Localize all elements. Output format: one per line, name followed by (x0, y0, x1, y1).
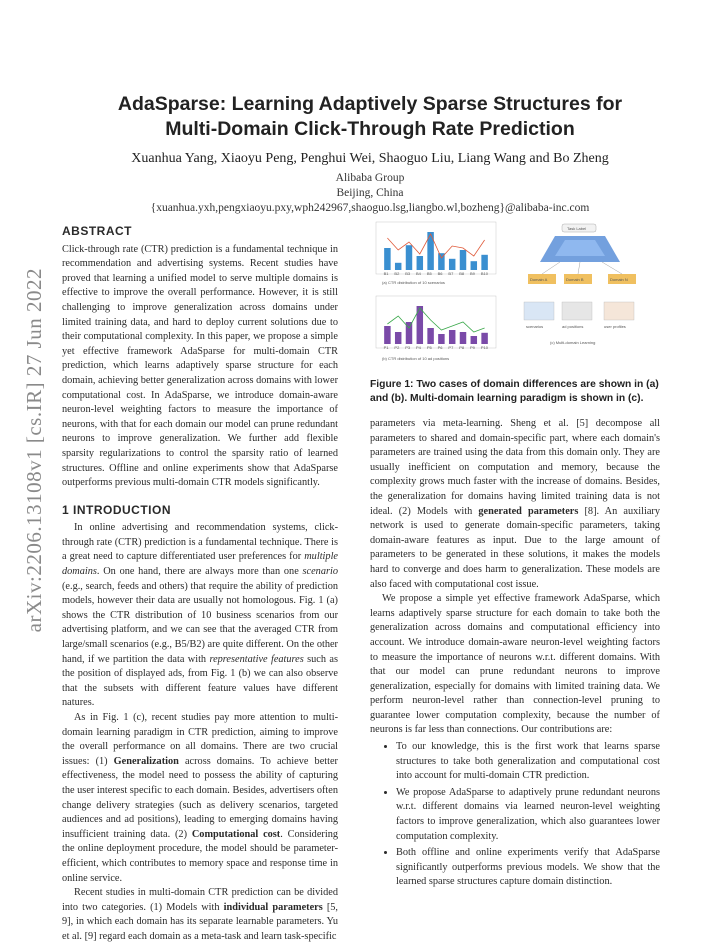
contribution-item: • To our knowledge, this is the first work that learns sparse structures to take both generalization and computational cost into account for multi-domain CTR prediction. (396, 740, 660, 784)
chart-a-bar-B4 (417, 256, 423, 270)
contribution-item: • We propose AdaSparse to adaptively prune redundant neurons w.r.t. different domains via learned neuron-level weighting factors to improve generalization, which also guarantees lower computation complexity. (396, 786, 660, 844)
chart-a-tick-B2: B2 (394, 271, 400, 276)
ad-position-thumb (562, 302, 592, 320)
chart-a-caption: (a) CTR distribution of 10 scenarios (382, 280, 445, 285)
figure-caption: Figure 1: Two cases of domain differences are shown in (a) and (b). Multi-domain learning paradigm is shown in (c). (370, 379, 659, 404)
domain-b-label: Domain B (566, 277, 584, 282)
chart-a-tick-B10: B10 (480, 271, 488, 276)
emails: {xuanhua.yxh,pengxiaoyu.pxy,wph242967,shaoguo.lsg,liangbo.wl,bozheng}@alibaba-inc.com (150, 202, 590, 214)
arxiv-stamp-text: arXiv:2206.13108v1 [cs.IR] 27 Jun 2022 (21, 267, 46, 633)
title-line-2: Multi-Domain Click-Through Rate Prediction (165, 118, 575, 140)
chart-a-tick-B6: B6 (437, 271, 443, 276)
contributions-list (370, 740, 660, 890)
chart-b-tick-P8: P8 (459, 345, 465, 350)
chart-a-tick-B4: B4 (416, 271, 421, 276)
figure-1 (370, 218, 660, 368)
right-column (370, 417, 660, 892)
intro-heading: 1 INTRODUCTION (62, 502, 171, 517)
user-profile-thumb (604, 302, 634, 320)
affiliation: Alibaba Group (335, 172, 405, 184)
abstract-text: Click-through rate (CTR) prediction is a fundamental technique in recommendation and advertising systems. Recent studies have proved that learning a unified model to serve multiple domains is effective to improve the overall performance. However, it is still challenging to improve generalization across domains under limited training data, and hard to deploy current solutions due to their computational complexity. In this paper, we propose a simple yet effective framework AdaSparse for multi-domain CTR prediction, which learns adaptively sparse structure for each domain, achieving better generalization across domains with lower computational cost. In AdaSparse, we introduce domain-aware neuron-level weighting factors to measure the importance of neurons, with that for each domain our model can prune redundant neurons to improve generalization. We further add flexible sparsity regularizations to control the sparsity ratio of learned structures. Offline and online experiments show that AdaSparse outperforms previous multi-domain CTR models significantly. (62, 243, 338, 489)
chart-b-bar-P5 (427, 328, 433, 344)
chart-a-bar-B3 (406, 245, 412, 270)
chart-b-tick-P4: P4 (416, 345, 421, 350)
scenarios-label: scenarios (526, 324, 544, 329)
intro-paragraph-1: In online advertising and recommendation systems, click-through rate (CTR) prediction is a fundamental technique. There is a great need to capture differentiated user preferences for multiple domains. On one hand, there are always more than one scenario (e.g., search, feeds and others) that require the ability of prediction models, however their data are usually not homologous. Fig. 1 (a) shows the CTR distribution of 10 business scenarios from our advertising platform, and we can see that the averaged CTR from large/small scenarios (e.g., B5/B2) are quite different. On the other hand, if we partition the data with representative features such as the position of displayed ads, from Fig. 1 (b) we can also observe that the subsets with different feature values have different natures. (62, 522, 338, 709)
right-paragraph-2: We propose a simple yet effective framework AdaSparse, which learns adaptively sparse structure for each domain to take both the generalization across domains and computational efficiency into account. We introduce domain-aware neuron-level weighting factors to measure the importance of neurons w.r.t. different domains. With that our model can prune redundant neurons to improve generalization, especially for domains with limited training data. We perform neuron-level rather than connection-level pruning to guarantee lower computation complexity, because the number of neurons is far less than connections. Our contributions are: (370, 593, 660, 736)
chart-b-tick-P3: P3 (405, 345, 411, 350)
chart-a-tick-B7: B7 (448, 271, 454, 276)
chart-a-bar-B1 (384, 248, 390, 270)
chart-b-tick-P7: P7 (448, 345, 454, 350)
diagram-c (524, 224, 636, 345)
chart-a (376, 222, 496, 276)
chart-b-bar-P7 (449, 330, 455, 344)
scenario-thumb (524, 302, 554, 320)
chart-b-tick-P10: P10 (480, 345, 488, 350)
user-profiles-label: user profiles (604, 324, 626, 329)
chart-b-tick-P2: P2 (394, 345, 400, 350)
chart-a-line-series (387, 234, 484, 258)
domain-n-label: Domain N (610, 277, 628, 282)
chart-a-bar-B9 (471, 261, 477, 270)
intro-paragraph-2: As in Fig. 1 (c), recent studies pay more attention to multi-domain learning paradigm in CTR prediction, aiming to improve the overall performance on all domains. There are two crucial issues: (1) Generalization across domains. To achieve better effectiveness, the model need to possess the ability of capturing the user interest specific to each domain. Besides, advertisers often change delivery strategies (such as delivery scenarios, targeted audiences and ad positions), leading to emerging domains having insufficient training data. (2) Computational cost. Considering the online deployment procedure, the model should be parameter-efficient, which contributes to memory space and response time in online service. (62, 712, 338, 884)
abstract-heading: ABSTRACT (62, 224, 132, 238)
chart-b-caption: (b) CTR distribution of 10 ad positions (382, 356, 450, 361)
chart-b-bar-P9 (471, 336, 477, 344)
intro-paragraph-3: Recent studies in multi-domain CTR prediction can be divided into two categories. (1) Models with individual parameters [5, 9], in which each domain has its separate learnable parameters. Yu et al. [9] regard each domain as a meta-task and learn task-specific (62, 887, 338, 942)
chart-b-tick-P6: P6 (437, 345, 443, 350)
authors: Xuanhua Yang, Xiaoyu Peng, Penghui Wei, Shaoguo Liu, Liang Wang and Bo Zheng (131, 151, 609, 166)
chart-a-bar-B2 (395, 263, 401, 270)
chart-b-tick-P5: P5 (426, 345, 432, 350)
task-label: Task Label (567, 226, 587, 231)
chart-a-bar-B10 (481, 255, 487, 270)
chart-b-tick-P9: P9 (470, 345, 475, 350)
location: Beijing, China (336, 187, 404, 199)
right-paragraph-1: parameters via meta-learning. Sheng et al. [5] decompose all parameters to shared and domain-specific part, where each domain's parameters are trained using the data from this domain only. They are usually inefficient on computation and memory, because the complexity grows much faster with the increase of domains. Besides, the generalization for domains having limited training data is not ideal. (2) Models with generated parameters [8]. An auxiliary network is used to generate domain-specific parameters, taking domain-aware features as input. Due to the large amount of parameters to be generated in these solutions, it makes the models hard to converge and does harm to generalization. These models are also faced with computational cost issue. (370, 418, 660, 590)
paper-title (60, 92, 680, 142)
chart-b-line-series (387, 308, 484, 332)
title-line-1: AdaSparse: Learning Adaptively Sparse Structures for (117, 93, 623, 115)
chart-a-tick-B3: B3 (405, 271, 411, 276)
contribution-item: • Both offline and online experiments verify that AdaSparse significantly outperforms previous models. We show that the learned sparse structures capture domain distinction. (396, 846, 660, 890)
chart-a-tick-B8: B8 (459, 271, 465, 276)
chart-a-bar-B7 (449, 259, 455, 270)
chart-a-tick-B1: B1 (383, 271, 389, 276)
arxiv-stamp (14, 230, 54, 670)
chart-b-bar-P8 (460, 332, 466, 344)
chart-b-tick-P1: P1 (383, 345, 389, 350)
chart-b-bar-P10 (481, 333, 487, 344)
chart-b (376, 296, 496, 350)
diagram-c-caption: (c) Multi-domain Learning (550, 340, 596, 345)
left-column (62, 222, 338, 945)
chart-a-tick-B5: B5 (426, 271, 432, 276)
chart-b-bar-P6 (438, 334, 444, 344)
chart-a-bar-B8 (460, 250, 466, 270)
domain-a-label: Domain A (530, 277, 548, 282)
chart-b-bar-P1 (384, 326, 390, 344)
chart-a-tick-B9: B9 (470, 271, 475, 276)
ad-positions-label: ad positions (562, 324, 584, 329)
chart-b-bar-P2 (395, 332, 401, 344)
